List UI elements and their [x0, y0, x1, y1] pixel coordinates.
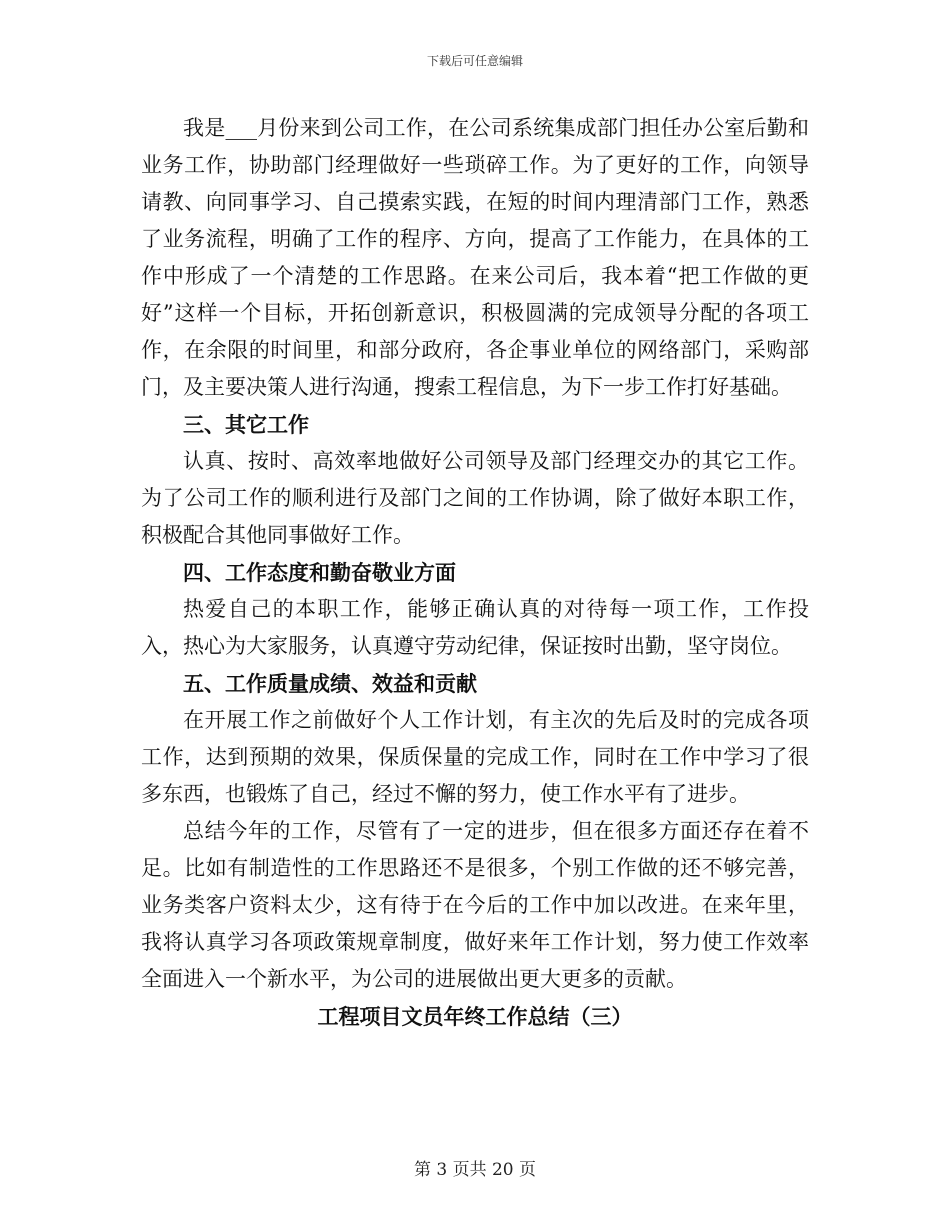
section-heading-attitude: 四、工作态度和勤奋敬业方面 [183, 560, 456, 585]
paragraph-intro: 我是___月份来到公司工作，在公司系统集成部门担任办公室后勤和业务工作，协助部门经理做好一些琐碎工作。为了更好的工作，向领导请教、向同事学习、自己摸索实践，在短的时间内理清部门工作，熟悉了业务流程，明确了工作的程序、方向，提高了工作能力，在具体的工作中形成了一个清楚的工作思路。在来公司后，我本着“把工作做的更好”这样一个目标，开拓创新意识，积极圆满的完成领导分配的各项工作，在余限的时间里，和部分政府，各企事业单位的网络部门，采购部门，及主要决策人进行沟通，搜索工程信息，为下一步工作打好基础。 [141, 116, 809, 399]
paragraph-quality: 在开展工作之前做好个人工作计划，有主次的先后及时的完成各项工作，达到预期的效果，保质保量的完成工作，同时在工作中学习了很多东西，也锻炼了自己，经过不懈的努力，使工作水平有了进步。 [141, 708, 809, 806]
paragraph-summary: 总结今年的工作，尽管有了一定的进步，但在很多方面还存在着不足。比如有制造性的工作思路还不是很多，个别工作做的还不够完善，业务类客户资料太少，这有待于在今后的工作中加以改进。在来年里，我将认真学习各项政策规章制度，做好来年工作计划，努力使工作效率全面进入一个新水平，为公司的进展做出更大更多的贡献。 [141, 819, 809, 991]
page-header: 下载后可任意编辑 [426, 54, 523, 68]
paragraph-other-work: 认真、按时、高效率地做好公司领导及部门经理交办的其它工作。为了公司工作的顺利进行及部门之间的工作协调，除了做好本职工作，积极配合其他同事做好工作。 [141, 449, 809, 547]
section-heading-quality: 五、工作质量成绩、效益和贡献 [183, 671, 477, 696]
paragraph-attitude: 热爱自己的本职工作，能够正确认真的对待每一项工作，工作投入，热心为大家服务，认真遵守劳动纪律，保证按时出勤，坚守岗位。 [141, 597, 809, 658]
section-heading-other-work: 三、其它工作 [183, 412, 309, 437]
document-body [141, 110, 809, 1035]
page-number: 第 3 页共 20 页 [413, 1160, 537, 1180]
document-title: 工程项目文员年终工作总结（三） [317, 1004, 633, 1029]
